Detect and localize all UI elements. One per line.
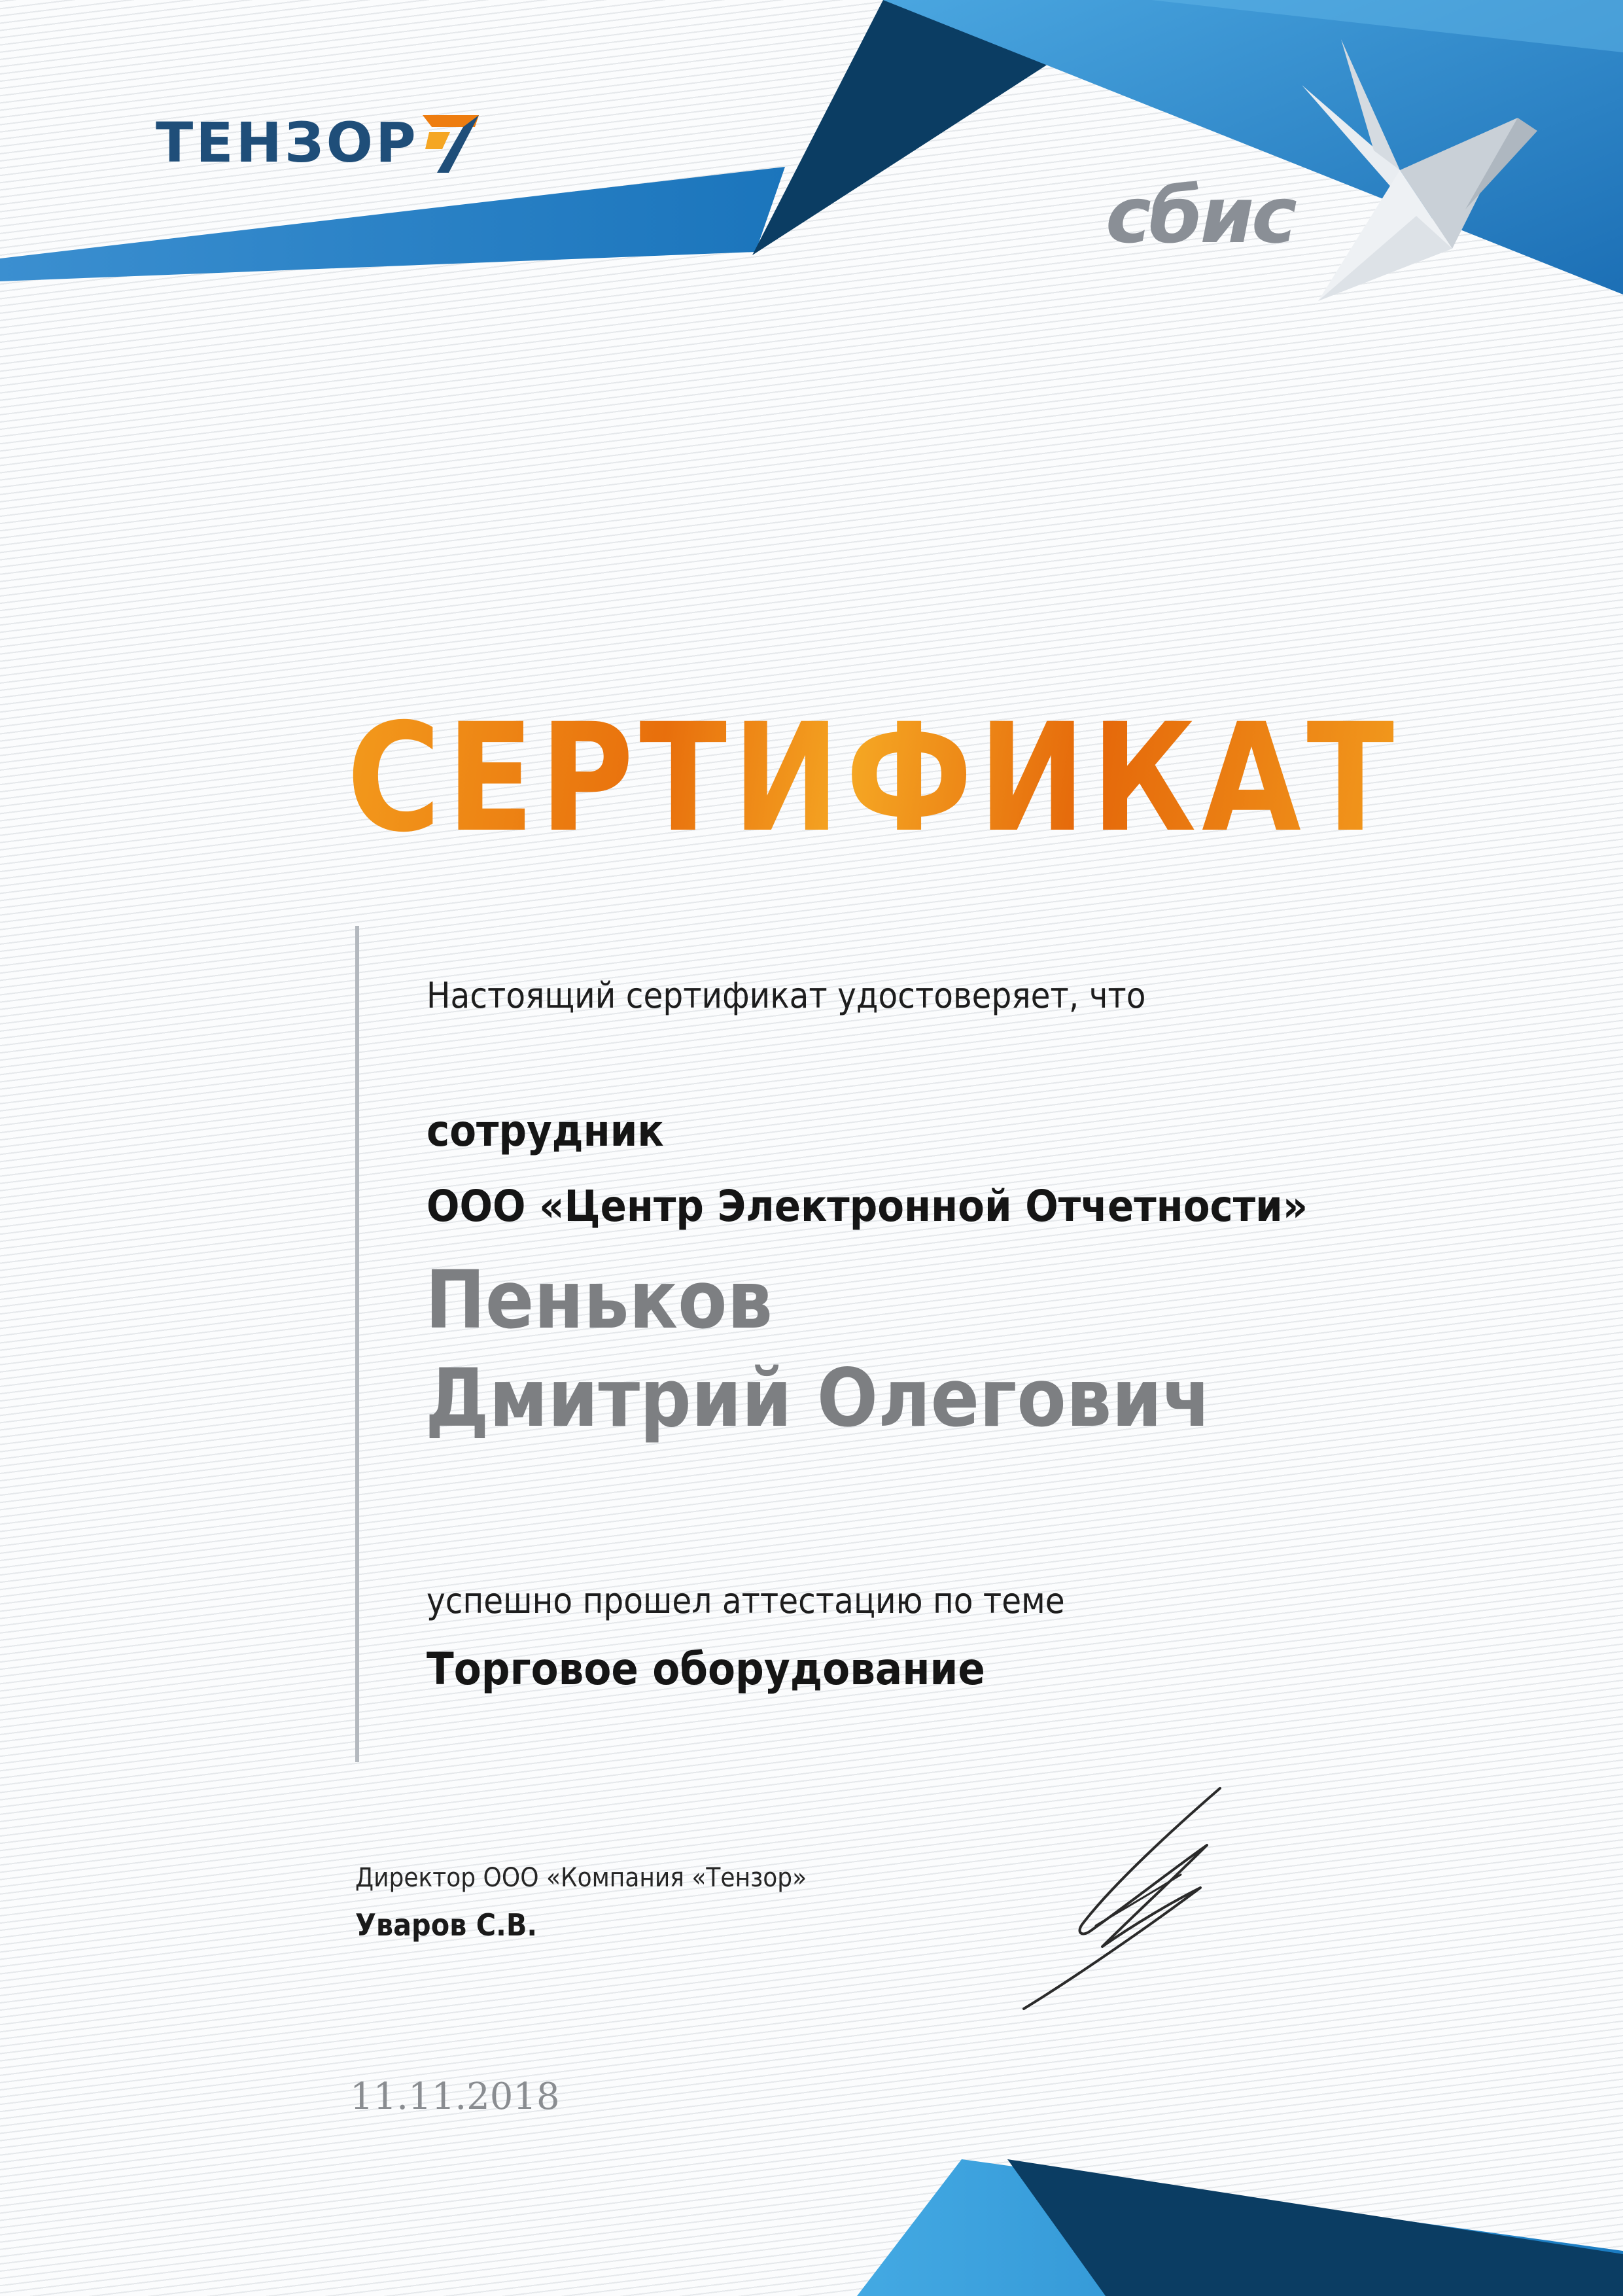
certificate-title: СЕРТИФИКАТ [347, 691, 1400, 865]
signatory-name: Уваров С.В. [355, 1907, 538, 1943]
tensor-logo [156, 113, 479, 173]
attestation-topic: Торговое оборудование [427, 1644, 985, 1695]
sbis-logo: сбис [1106, 170, 1295, 260]
recipient-given-names: Дмитрий Олегович [425, 1352, 1212, 1445]
employee-role: сотрудник [427, 1106, 664, 1156]
attestation-text: успешно прошел аттестацию по теме [427, 1580, 1065, 1621]
issue-date: 11.11.2018 [350, 2075, 560, 2118]
origami-bird-icon [1302, 39, 1537, 314]
top-left-blue-band [0, 167, 785, 281]
tensor-logo-mark-icon [423, 113, 479, 173]
recipient-surname: Пеньков [425, 1254, 773, 1347]
tensor-logo-text: ТЕНЗОР [156, 111, 419, 175]
signatory-position: Директор ООО «Компания «Тензор» [355, 1863, 807, 1893]
handwritten-signature [1011, 1783, 1272, 2019]
company-name: ООО «Центр Электронной Отчетности» [427, 1181, 1308, 1231]
bottom-navy-triangle [1007, 2159, 1623, 2296]
vertical-divider [355, 926, 359, 1762]
intro-text: Настоящий сертификат удостоверяет, что [427, 975, 1146, 1016]
